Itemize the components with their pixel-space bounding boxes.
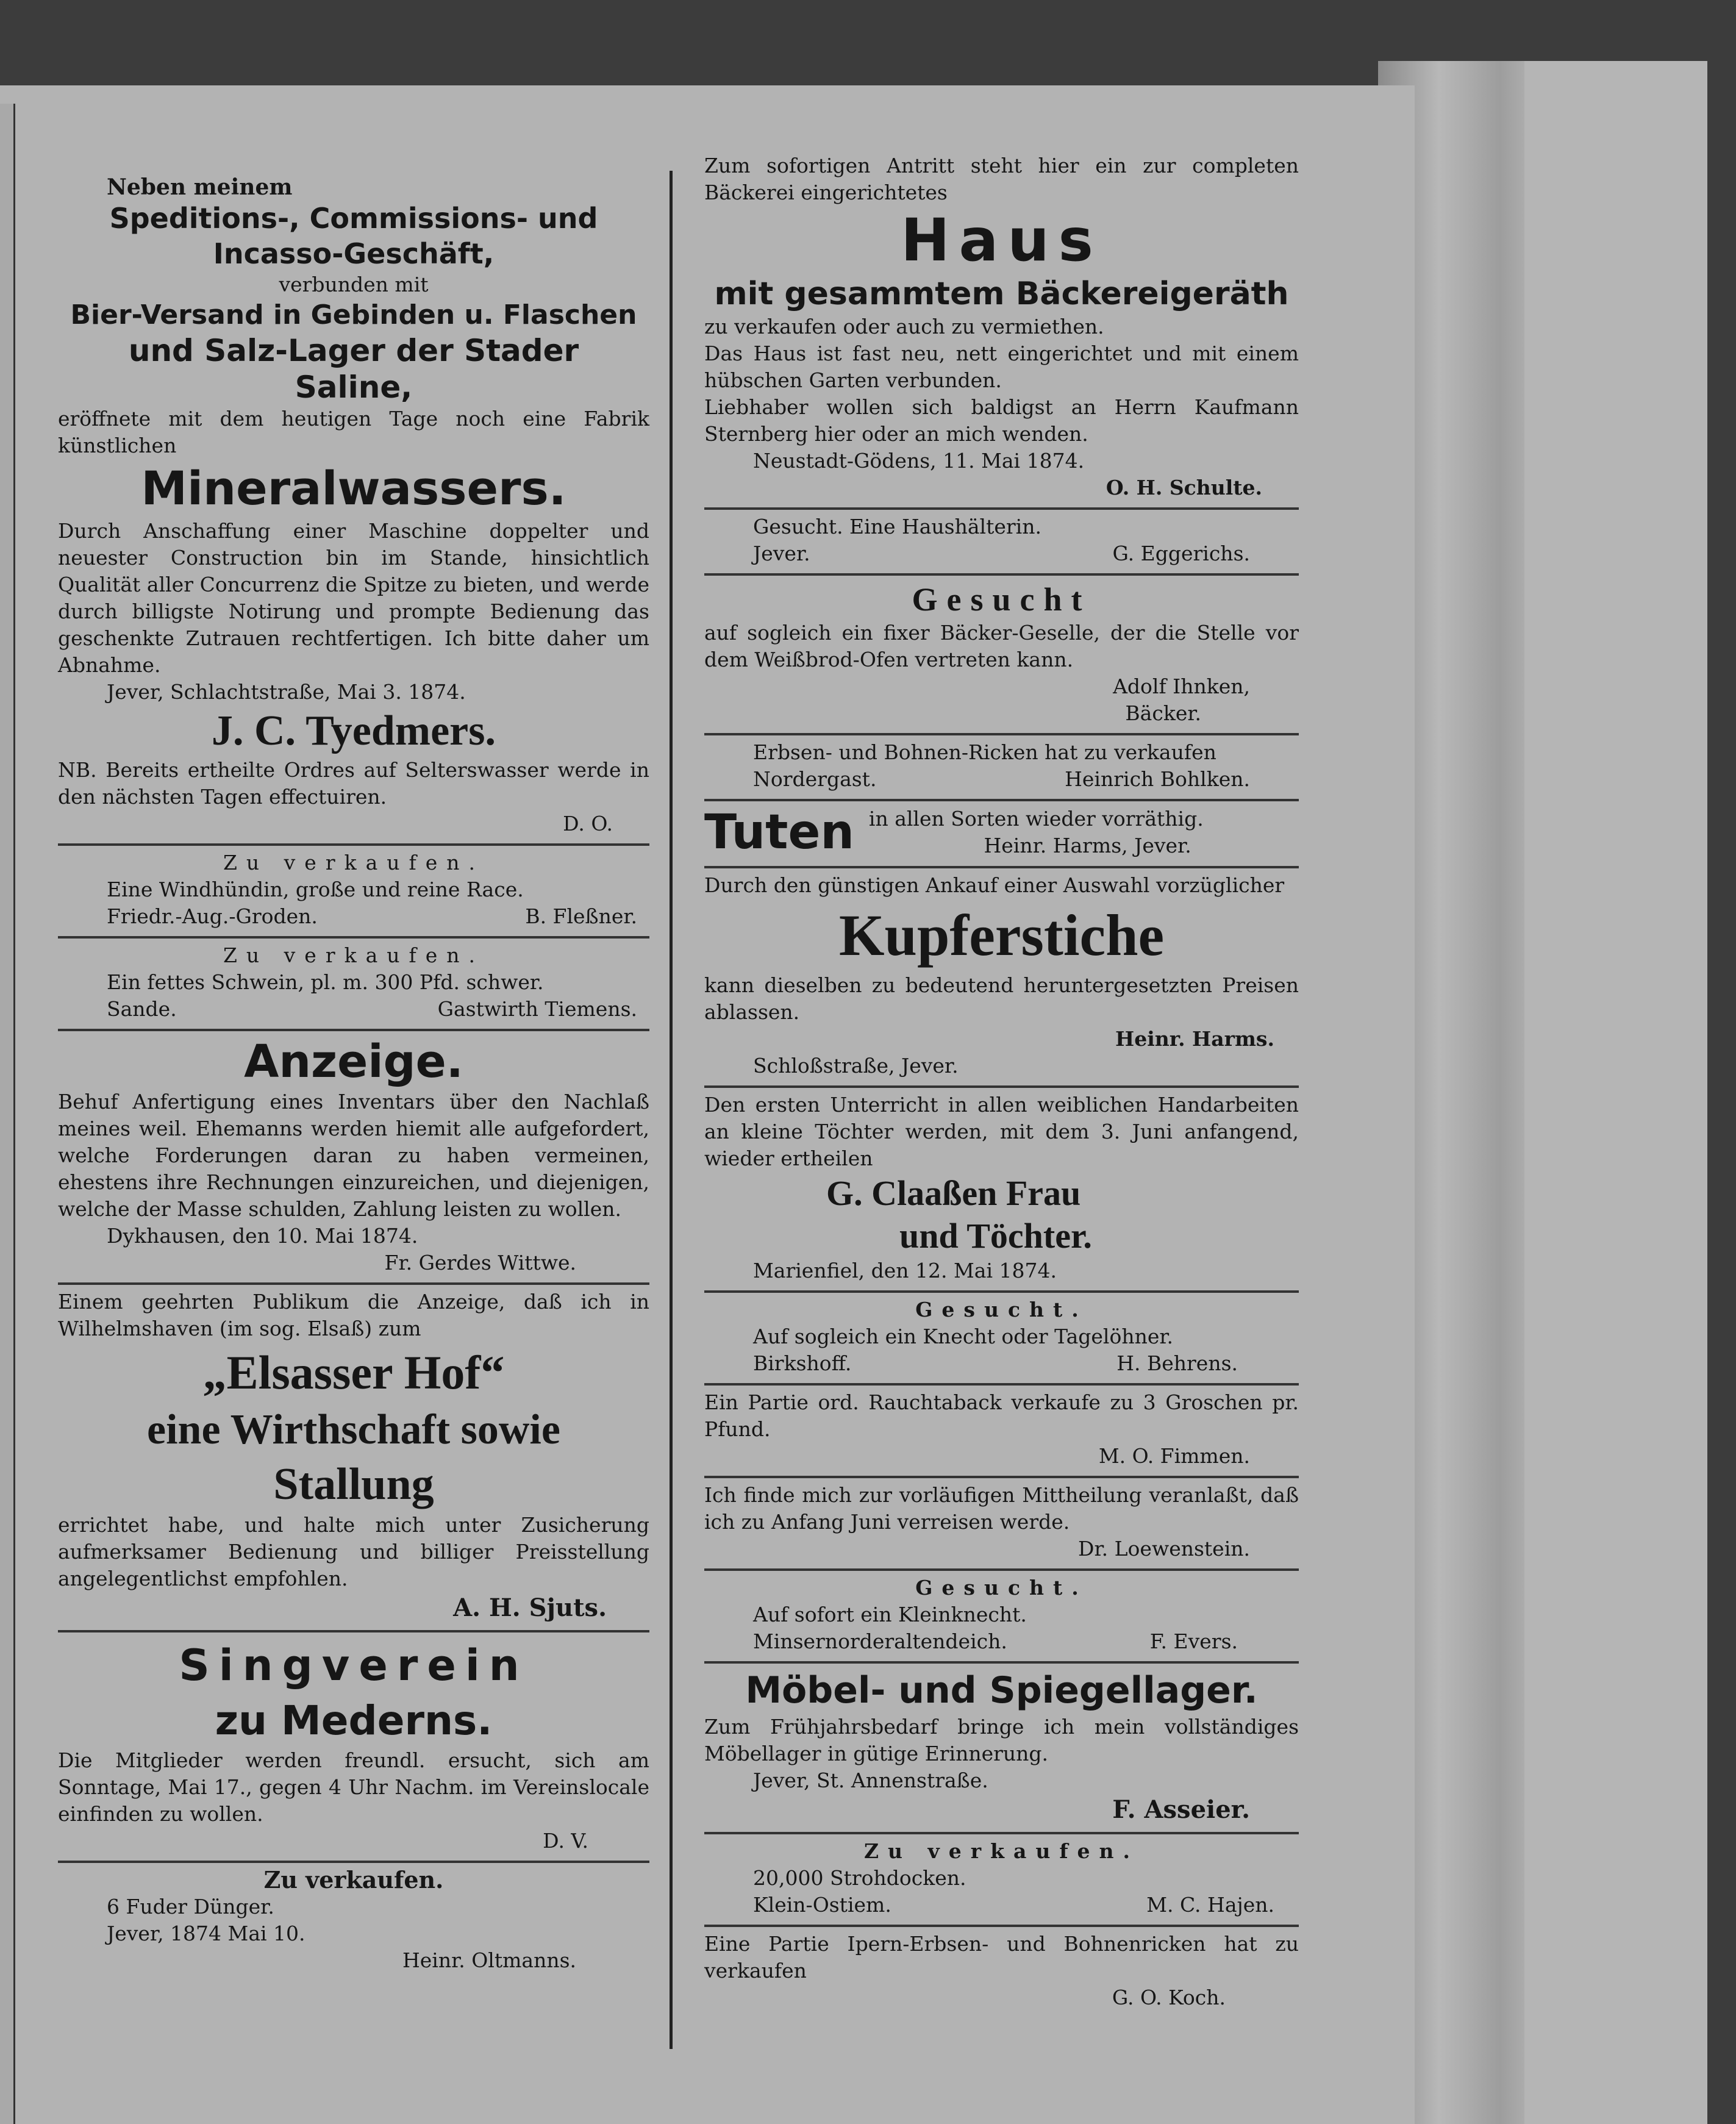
- ad-headline: zu Mederns.: [215, 1697, 493, 1744]
- ad-heading: Bier-Versand in Gebinden u. Flaschen: [70, 299, 637, 331]
- ad-signature: Fr. Gerdes Wittwe.: [384, 1251, 576, 1275]
- ad-headline: Singverein: [179, 1640, 529, 1690]
- ad-inline-text: [869, 806, 1204, 859]
- ad-text: Zum sofortigen Antritt steht hier ein zur completen Bäckerei eingerichtetes: [704, 154, 1299, 204]
- ad-elsasser-hof: [58, 1285, 649, 1632]
- ad-signature: J. C. Tyedmers.: [212, 707, 496, 754]
- ad-place: Friedr.-Aug.-Groden.: [107, 904, 318, 928]
- ad-place: Nordergast.: [753, 767, 877, 791]
- ad-knecht: [704, 1293, 1299, 1386]
- ad-body: Zum Frühjahrsbedarf bringe ich mein vollständiges Möbellager in gütige Erinnerung.: [704, 1715, 1299, 1765]
- ad-footer: [704, 1350, 1299, 1377]
- ad-headline: „Elsasser Hof“: [202, 1346, 505, 1399]
- ad-signature: Dr. Loewenstein.: [1078, 1537, 1250, 1561]
- ad-moebellager: [704, 1664, 1299, 1834]
- ad-heading: Incasso-Geschäft,: [213, 237, 495, 270]
- ad-heading: Zu verkaufen.: [223, 851, 485, 874]
- ad-kleinknecht: [704, 1571, 1299, 1664]
- ad-heading: Gesucht.: [915, 1298, 1088, 1321]
- ad-ipern-erbsen: [704, 1927, 1299, 2017]
- ad-place: Klein-Ostiem.: [753, 1893, 891, 1917]
- ad-signature: Gastwirth Tiemens.: [437, 997, 637, 1021]
- ad-place-date: Jever, Schlachtstraße, Mai 3. 1874.: [107, 680, 466, 704]
- ad-place: Sande.: [107, 997, 177, 1021]
- ad-body: Eine Partie Ipern-Erbsen- und Bohnenricken hat zu verkaufen: [704, 1932, 1299, 1983]
- ad-text: Erbsen- und Bohnen-Ricken hat zu verkaufen: [753, 740, 1216, 764]
- ad-body: kann dieselben zu bedeutend heruntergesetzten Preisen ablassen.: [704, 973, 1299, 1024]
- ad-note: NB. Bereits ertheilte Ordres auf Selterswasser werde in den nächsten Tagen effectuiren.: [58, 758, 649, 809]
- left-column: [58, 85, 649, 2124]
- ad-signature-title: Bäcker.: [1125, 701, 1201, 725]
- ad-signature: O. H. Schulte.: [1106, 476, 1262, 499]
- ad-note-signature: D. O.: [563, 812, 613, 835]
- ad-loewenstein: [704, 1478, 1299, 1571]
- ad-heading: und Salz-Lager der Stader: [128, 333, 579, 368]
- ad-text: Ein fettes Schwein, pl. m. 300 Pfd. schwer.: [107, 970, 544, 994]
- ad-signature: M. C. Hajen.: [1146, 1893, 1274, 1917]
- ad-subheadline: mit gesammtem Bäckereigeräth: [714, 276, 1289, 312]
- ad-schwein: [58, 939, 649, 1031]
- ad-heading: Gesucht.: [915, 1576, 1088, 1600]
- ad-body: Ich finde mich zur vorläufigen Mittheilung veranlaßt, daß ich zu Anfang Juni verreisen werde.: [704, 1483, 1299, 1534]
- ad-place-date: Jever, 1874 Mai 10.: [107, 1922, 305, 1945]
- ad-place-date: Dykhausen, den 10. Mai 1874.: [107, 1224, 418, 1248]
- ad-signature: F. Asseier.: [1112, 1795, 1250, 1824]
- previous-page-edge: [0, 104, 15, 2124]
- ad-signature: Heinr. Harms.: [1115, 1027, 1274, 1051]
- ad-signature: D. V.: [543, 1829, 588, 1853]
- ad-headline: Haus: [901, 206, 1102, 274]
- ad-heading: Zu verkaufen.: [863, 1839, 1140, 1863]
- ad-body: Die Mitglieder werden freundl. ersucht, sich am Sonntage, Mai 17., gegen 4 Uhr Nachm. im Vereinslocale einfinden zu wollen.: [58, 1748, 649, 1826]
- ad-heading: Zu verkaufen.: [263, 1866, 444, 1893]
- ad-signature: G. Eggerichs.: [1112, 542, 1250, 565]
- ad-heading: Zu verkaufen.: [223, 943, 485, 967]
- ad-footer: [58, 996, 649, 1023]
- ad-anzeige-gerdes: [58, 1031, 649, 1285]
- ad-footer: [704, 1628, 1299, 1655]
- ad-body: Ein Partie ord. Rauchtaback verkaufe zu 3 Groschen pr. Pfund.: [704, 1390, 1299, 1441]
- ad-strohdocken: [704, 1834, 1299, 1927]
- ad-signature: B. Fleßner.: [525, 904, 637, 928]
- ad-headline: Mineralwassers.: [141, 461, 566, 515]
- ad-body: Durch Anschaffung einer Maschine doppelter und neuester Construction bin im Stande, hinsichtlich Qualität aller Concurrenz die Spitze zu bieten, und werde durch billigste Notirung und prompte Bedienung das geschenkte Zutrauen rechtfertigen. Ich bitte daher um Abnahme.: [58, 519, 649, 677]
- ad-text: Eine Windhündin, große und reine Race.: [107, 878, 524, 901]
- ad-footer: [58, 903, 649, 930]
- ad-signature: M. O. Fimmen.: [1098, 1444, 1250, 1468]
- ad-tyedmers: [58, 85, 649, 846]
- ad-place: Birkshoff.: [753, 1351, 852, 1375]
- ad-signature: F. Evers.: [1149, 1629, 1238, 1653]
- ad-body: auf sogleich ein fixer Bäcker-Geselle, der die Stelle vor dem Weißbrod-Ofen vertreten kann.: [704, 621, 1299, 671]
- ad-body: errichtet habe, und halte mich unter Zusicherung aufmerksamer Bedienung und billiger Preisstellung angelegentlichst empfohlen.: [58, 1513, 649, 1590]
- ad-text: Das Haus ist fast neu, nett eingerichtet und mit einem hübschen Garten verbunden.: [704, 341, 1299, 392]
- newspaper-page: [0, 85, 1415, 2124]
- ad-text: 6 Fuder Dünger.: [107, 1895, 274, 1918]
- ad-signature: Heinr. Harms, Jever.: [984, 834, 1191, 857]
- ad-signature: Heinrich Bohlken.: [1065, 767, 1250, 791]
- ad-footer: [704, 766, 1299, 793]
- ad-signature: H. Behrens.: [1116, 1351, 1238, 1375]
- ad-footer: [704, 1892, 1299, 1918]
- ad-kupferstiche: [704, 868, 1299, 1088]
- ad-windhuendin: [58, 846, 649, 939]
- ad-headline: und Töchter.: [899, 1216, 1092, 1256]
- ad-headline: Tuten: [704, 805, 854, 860]
- ad-handarbeiten: [704, 1088, 1299, 1293]
- ad-place-date: Marienfiel, den 12. Mai 1874.: [753, 1259, 1057, 1282]
- ad-text: Einem geehrten Publikum die Anzeige, daß ich in Wilhelmshaven (im sog. Elsaß) zum: [58, 1290, 649, 1340]
- ad-place: Minsernorderaltendeich.: [753, 1629, 1007, 1653]
- ad-baecker-geselle: [704, 576, 1299, 735]
- ad-signature: Adolf Ihnken,: [1113, 674, 1250, 698]
- ad-headline: Möbel- und Spiegellager.: [745, 1669, 1258, 1712]
- ad-singverein: [58, 1632, 649, 1863]
- ad-tuten: [704, 801, 1299, 868]
- ad-headline: Kupferstiche: [838, 903, 1165, 968]
- ad-headline: eine Wirthschaft sowie: [147, 1406, 560, 1453]
- ad-body: Behuf Anfertigung eines Inventars über den Nachlaß meines weil. Ehemanns werden hiemit alle aufgefordert, welche Forderungen daran zu haben vermeinen, ehestens ihre Rechnungen einzureichen, und diejenigen, welche der Masse schulden, Zahlung leisten zu wollen.: [58, 1090, 649, 1221]
- ad-haushaelterin: [704, 510, 1299, 576]
- ad-inline-block: [704, 805, 1299, 860]
- ad-place: Schloßstraße, Jever.: [753, 1054, 959, 1078]
- ad-text: verbunden mit: [279, 273, 429, 296]
- ad-text: zu verkaufen oder auch zu vermiethen.: [704, 315, 1104, 338]
- ad-text: Auf sogleich ein Knecht oder Tagelöhner.: [753, 1325, 1173, 1348]
- ad-text: Durch den günstigen Ankauf einer Auswahl vorzüglicher: [704, 873, 1285, 897]
- ad-place: Jever, St. Annenstraße.: [753, 1768, 988, 1792]
- ad-signature: G. O. Koch.: [1112, 1986, 1226, 2009]
- ad-heading: Speditions-, Commissions- und: [109, 202, 598, 235]
- ad-text: eröffnete mit dem heutigen Tage noch eine Fabrik künstlichen: [58, 407, 649, 457]
- ad-place-date: Neustadt-Gödens, 11. Mai 1874.: [753, 449, 1085, 473]
- ad-text: Auf sofort ein Kleinknecht.: [753, 1603, 1027, 1626]
- ad-erbsen-ricken: [704, 735, 1299, 801]
- ad-text: Neben meinem: [107, 174, 293, 200]
- ad-text: in allen Sorten wieder vorräthig.: [868, 807, 1204, 831]
- ad-haus: [704, 85, 1299, 510]
- ad-text: Liebhaber wollen sich baldigst an Herrn Kaufmann Sternberg hier oder an mich wenden.: [704, 395, 1299, 446]
- ad-headline: G. Claaßen Frau: [826, 1173, 1081, 1213]
- book-cover-edge: [1524, 61, 1707, 2124]
- ad-heading: Saline,: [295, 370, 413, 405]
- ad-signature: Heinr. Oltmanns.: [402, 1948, 576, 1972]
- ad-place: Jever.: [753, 542, 810, 565]
- ad-headline: Stallung: [273, 1459, 434, 1509]
- column-divider: [670, 171, 673, 2049]
- ad-text: 20,000 Strohdocken.: [753, 1866, 966, 1890]
- ad-heading: Gesucht: [912, 581, 1091, 618]
- ad-headline: Anzeige.: [244, 1035, 463, 1088]
- ad-rauchtaback: [704, 1386, 1299, 1478]
- ad-text: Gesucht. Eine Haushälterin.: [753, 515, 1041, 538]
- right-column: [704, 85, 1299, 2124]
- ad-footer: [704, 540, 1299, 567]
- ad-body: Den ersten Unterricht in allen weiblichen Handarbeiten an kleine Töchter werden, mit dem 3. Juni anfangend, wieder ertheilen: [704, 1093, 1299, 1170]
- ad-duenger: [58, 1863, 649, 1980]
- ad-signature: A. H. Sjuts.: [453, 1593, 607, 1622]
